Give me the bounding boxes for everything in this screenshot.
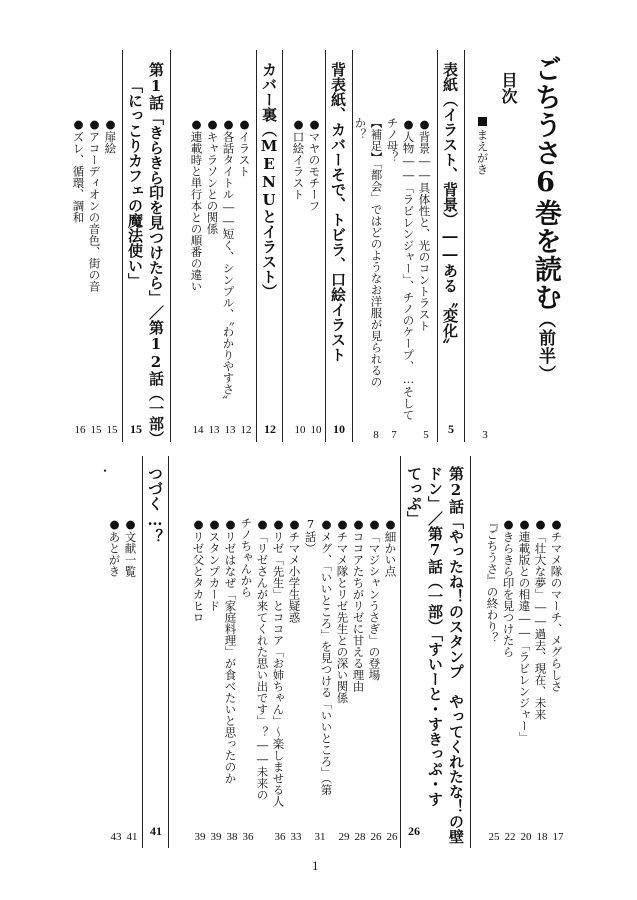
section-heading: 第2話「やったね！のスタンプ やってくれたな！の壁 (447, 466, 465, 844)
section-page-number: 15 (130, 422, 142, 436)
toc-item: ●リゼ父とタカヒロ (191, 517, 206, 623)
toc-item: ●チマメ隊のマーチ、メグらしさ (549, 517, 564, 692)
toc-page-number: 36 (274, 831, 286, 843)
toc-item: ●ココアたちがリゼに甘える理由 (351, 517, 366, 692)
toc-item: ●連載時と単行本との順番の違い (189, 117, 204, 292)
section-rule (142, 456, 143, 848)
toc-page-number: 26 (386, 831, 398, 843)
section-heading-cont: 「にっこりカフェの魔法使い」 (126, 78, 144, 288)
toc-item: ●「マジシャンうさぎ」の登場 (367, 517, 382, 681)
section-rule (122, 50, 123, 442)
section-page-number: 41 (150, 824, 162, 838)
toc-page-number: 14 (192, 424, 204, 436)
toc-item: ●「リゼさんが来てくれた思い出です」？――未来の (255, 517, 270, 801)
section-heading: 背表紙、カバーそで、トビラ、口絵イラスト (329, 62, 347, 362)
toc-item: ●口絵イラスト (291, 117, 306, 200)
toc-item: ●あとがき (107, 517, 122, 577)
toc-page-number: 18 (536, 831, 548, 843)
section-page-number: 26 (408, 824, 420, 838)
toc-item: ●キャラソンとの関係 (205, 117, 220, 235)
toc-page-number: 8 (373, 429, 379, 441)
section-page-number: 10 (333, 422, 345, 436)
toc-item-preface (476, 117, 488, 175)
page-title (532, 55, 559, 383)
toc-item: ●マヤのモチーフ (307, 117, 322, 212)
toc-page-number: 41 (126, 831, 138, 843)
toc-page-number: 25 (488, 831, 500, 843)
toc-page-number: 43 (110, 831, 122, 843)
toc-page-number: 15 (90, 424, 102, 436)
toc-item: ●リゼ「先生」とココア「お姉ちゃん」～楽しませる人 (271, 517, 286, 807)
toc-item: ●各話タイトル――短く、シンプル、〝わかりやすさ〟 (221, 117, 236, 407)
page-number: 1 (312, 858, 319, 873)
section-heading: 第1話「きらきら印を見つけたら」／第12話（一部） (147, 62, 165, 446)
toc-item: ●人物――「ラビレンジャー」、チノのケープ、…そして (401, 117, 416, 421)
toc-item: ●スタンプカード (207, 517, 222, 612)
square-bullet-icon (478, 117, 487, 126)
section-rule (168, 456, 169, 848)
toc-page-number: 13 (208, 424, 220, 436)
toc-page-number: 31 (314, 831, 326, 843)
toc-item: ●チマメ隊とリゼ先生との深い関係 (335, 517, 350, 704)
toc-item: ●扉絵 (103, 117, 118, 154)
section-rule (400, 456, 401, 848)
toc-page-number: 3 (482, 429, 488, 441)
section-page-number: 5 (448, 422, 454, 436)
toc-page-number: 17 (552, 831, 564, 843)
toc-item: ●アコーディオンの音色、街の音 (87, 117, 102, 292)
toc-item: ●ズレ、循環、調和 (71, 117, 86, 223)
toc-item: ●メグ、「いいところ」を見つける「いいところ」（第 (319, 517, 334, 796)
toc-page-number: 12 (240, 424, 252, 436)
section-heading: カバー裏（MENUとイラスト） (260, 62, 278, 299)
section-heading: 表紙（イラスト、背景）――ある〝変化〟 (441, 62, 459, 353)
toc-item-cont: 7話） (303, 517, 318, 554)
toc-page-number: 10 (294, 424, 306, 436)
toc-item: ●「壮大な夢」――過去、現在、未来 (533, 517, 548, 720)
toc-item: ●連載版との相違――「ラビレンジャー」 (517, 517, 532, 743)
toc-page-number: 20 (520, 831, 532, 843)
section-heading: つづく…？ (146, 466, 164, 544)
toc-label: 目次 (499, 72, 518, 104)
section-rule (470, 456, 471, 848)
section-rule (464, 50, 465, 442)
toc-page-number: 28 (354, 831, 366, 843)
section-heading-cont: てっぷ」 (405, 466, 423, 526)
toc-item: ●きらきら印を見つけたら (501, 517, 516, 658)
section-heading-cont: ドン」／第7話（一部）「すいーと・すきっぷ・す (426, 466, 444, 807)
toc-page-number: 33 (290, 831, 302, 843)
toc-item: ●チマメ小学生疑惑 (287, 517, 302, 623)
section-rule (325, 50, 326, 442)
toc-page-number: 22 (504, 831, 516, 843)
toc-page-number: 29 (338, 831, 350, 843)
toc-page-number: 10 (310, 424, 322, 436)
toc-item-cont: チノちゃんから (239, 517, 254, 598)
title-main: ごちうさ6巻を読む (530, 55, 561, 311)
toc-page-number: 36 (242, 831, 254, 843)
section-rule (256, 50, 257, 442)
title-suffix: （前半） (535, 311, 555, 383)
toc-item-cont: 『ごちうさ』の終わり？ (485, 517, 500, 644)
trailing-dot: ・ (99, 464, 112, 478)
toc-page-number: 5 (423, 429, 429, 441)
toc-page-number: 7 (391, 429, 397, 441)
toc-item: ●細かい点 (383, 517, 398, 577)
toc-page-number: 13 (224, 424, 236, 436)
toc-page-number: 39 (194, 831, 206, 843)
toc-item-cont: チノ母？ (385, 117, 400, 163)
section-rule (352, 50, 353, 442)
toc-item: ●イラスト (237, 117, 252, 177)
toc-page-number: 16 (74, 424, 86, 436)
toc-page-number: 26 (370, 831, 382, 843)
section-page-number: 12 (264, 422, 276, 436)
toc-page-number: 39 (210, 831, 222, 843)
section-rule (437, 50, 438, 442)
section-rule (170, 50, 171, 442)
toc-item-label: まえがき (475, 129, 490, 175)
toc-item: 【補足】「都会」ではどのようなお洋服が見られるの (369, 117, 384, 388)
toc-page-number: 38 (226, 831, 238, 843)
toc-item: ●リゼはなぜ「家庭料理」が食べたいと思ったのか (223, 517, 238, 784)
toc-item: ●文献一覧 (123, 517, 138, 577)
toc-item: ●背景――具体性と、光のコントラスト (417, 117, 432, 332)
section-rule (282, 50, 283, 442)
toc-item-cont: か？ (353, 117, 368, 140)
toc-page-number: 15 (106, 424, 118, 436)
